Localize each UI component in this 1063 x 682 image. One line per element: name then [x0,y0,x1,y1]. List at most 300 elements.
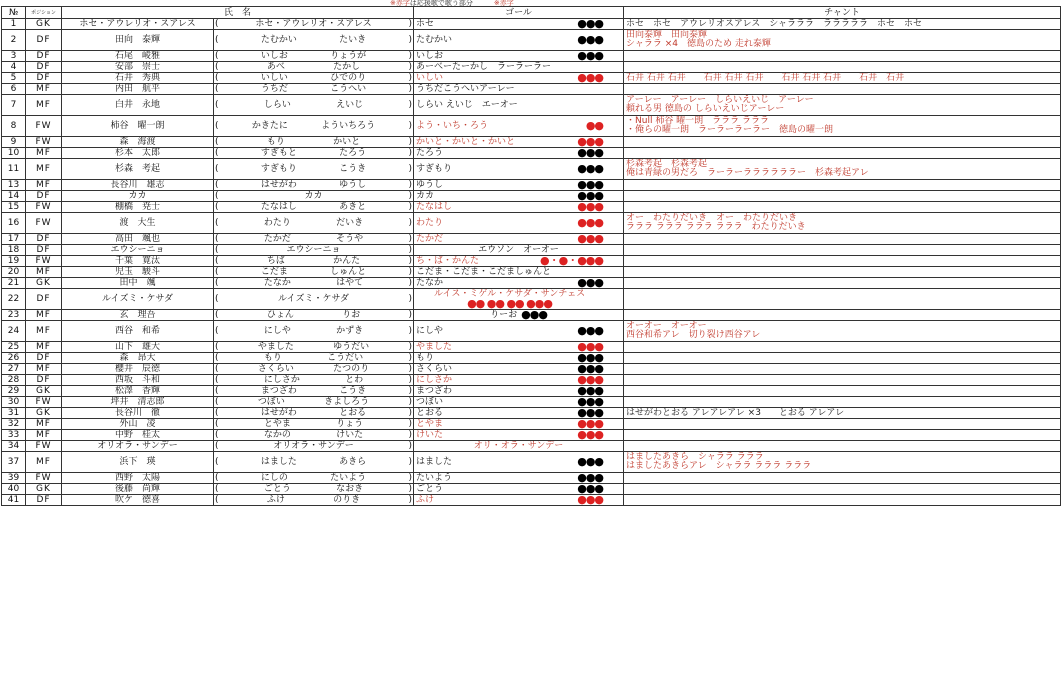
row-position [26,30,62,51]
row-position-text: DF [36,62,51,72]
table-row [2,484,1061,495]
chant-line: ラララ ラララ ラララ ラララ わたりだいき [626,222,806,232]
row-number [2,310,26,321]
goal-wrap [416,484,621,494]
row-name [62,202,214,213]
table-row [2,310,1061,321]
goal-text: にしや [416,326,444,336]
row-number [2,191,26,202]
row-position-text: MF [36,457,51,467]
row-number-text: 16 [7,218,20,228]
table-row [2,397,1061,408]
reading-part: かずき [336,326,364,336]
reading-wrap [215,353,412,363]
row-chant [624,321,1061,342]
row-number-text: 18 [7,245,20,255]
row-number [2,180,26,191]
goal-text: とおる [416,408,444,418]
row-number [2,267,26,278]
row-position-text: DF [36,294,51,304]
row-goal [414,148,624,159]
row-number [2,159,26,180]
row-reading [214,213,414,234]
table-row [2,234,1061,245]
row-goal [414,84,624,95]
row-position [26,375,62,386]
row-goal [414,191,624,202]
paren-open: ( [215,35,219,45]
row-number-text: 28 [7,375,20,385]
paren-open: ( [215,364,219,374]
row-name [62,256,214,267]
paren-close: ) [408,397,412,407]
row-number-text: 29 [7,386,20,396]
row-number [2,137,26,148]
row-number [2,397,26,408]
row-name [62,484,214,495]
row-position-text: DF [36,495,51,505]
reading-part: つぼい [257,397,285,407]
reading-wrap [215,62,412,72]
row-position [26,495,62,506]
reading-wrap [215,430,412,440]
paren-open: ( [215,397,219,407]
row-name [62,342,214,353]
reading-part: かんた [333,256,361,266]
row-number [2,375,26,386]
paren-close: ) [408,364,412,374]
reading-wrap [215,202,412,212]
goal-dots: ●●● [577,190,604,202]
reading-wrap [215,484,412,494]
row-name-text: 柿谷 曜一朗 [110,121,165,131]
row-name [62,180,214,191]
row-number [2,430,26,441]
row-number-text: 9 [10,137,17,147]
table-row [2,353,1061,364]
row-chant [624,180,1061,191]
reading-part: とおる [339,408,367,418]
row-chant [624,430,1061,441]
row-position [26,213,62,234]
reading-part: なおき [336,484,364,494]
row-number-text: 33 [7,430,20,440]
row-name-text: 田向 泰輝 [114,35,160,45]
row-name-text: 西野 太陽 [114,473,160,483]
row-position-text: MF [36,364,51,374]
table-row [2,30,1061,51]
reading-part: ごとう [263,484,291,494]
row-position [26,473,62,484]
row-reading [214,484,414,495]
row-name [62,321,214,342]
row-name [62,364,214,375]
row-number [2,278,26,289]
reading-part: すぎもり [260,164,297,174]
row-number [2,116,26,137]
row-number-text: 31 [7,408,20,418]
reading-wrap [215,457,412,467]
chant-line: ホセ ホセ アウレリオスアレス シャラララ ラララララ ホセ ホセ [626,18,923,29]
goal-text: はました [416,457,453,467]
row-number-text: 32 [7,419,20,429]
row-chant [624,84,1061,95]
paren-close: ) [408,256,412,266]
paren-close: ) [408,191,413,201]
row-goal [414,234,624,245]
reading-wrap [215,408,412,418]
goal-text: まつざわ [416,386,453,396]
goal-text: とやま [416,419,444,429]
row-position-text: GK [36,278,51,288]
row-name [62,289,214,310]
paren-close: ) [408,484,412,494]
row-reading [214,202,414,213]
goal-wrap [416,35,621,45]
paren-close: ) [408,35,412,45]
reading-part: はやて [336,278,364,288]
row-position [26,364,62,375]
table-row [2,441,1061,452]
row-chant [624,267,1061,278]
row-name-text: 玄 理吾 [119,310,156,320]
table-row [2,73,1061,84]
row-position [26,137,62,148]
row-goal [414,310,624,321]
row-name-text: 杉本 太郎 [114,148,160,158]
reading-part: たなはし [260,202,297,212]
paren-open: ( [215,375,219,385]
goal-wrap [416,51,621,61]
row-number-text: 17 [7,234,20,244]
row-number [2,51,26,62]
row-reading [214,148,414,159]
row-chant [624,62,1061,73]
table-row [2,364,1061,375]
row-number-text: 4 [10,62,17,72]
goal-wrap [416,495,621,505]
row-name [62,191,214,202]
goal-text: たいよう [416,473,453,483]
row-number [2,62,26,73]
row-chant [624,408,1061,419]
goal-dots: ●●● [577,179,604,191]
row-chant [624,495,1061,506]
row-number-text: 20 [7,267,20,277]
paren-open: ( [215,326,219,336]
row-number-text: 21 [7,278,20,288]
goal-wrap [416,234,621,244]
row-chant [624,342,1061,353]
reading-wrap [215,364,412,374]
row-chant [624,397,1061,408]
paren-open: ( [215,84,219,94]
reading-part: あきと [339,202,367,212]
row-goal [414,397,624,408]
goal-text: かいと・かいと・かいと [416,137,516,147]
row-reading [214,473,414,484]
row-reading [214,234,414,245]
paren-close: ) [408,386,412,396]
reading-part: たなか [263,278,291,288]
reading-part: たいき [339,35,367,45]
paren-close: ) [408,100,412,110]
paren-close: ) [408,234,412,244]
goal-text: あーべーたーかし ラーラーラー [416,62,552,72]
paren-close: ) [408,408,412,418]
reading-wrap [215,397,412,407]
row-number [2,256,26,267]
goal-dots: ●●● [577,494,604,506]
paren-close: ) [408,148,412,158]
table-row [2,62,1061,73]
goal-dots: ●●● [577,396,604,408]
reading-part: りお [342,310,361,320]
row-number [2,321,26,342]
row-position-text: DF [36,35,51,45]
goal-text: けいた [416,430,444,440]
table-row [2,95,1061,116]
goal-wrap [416,19,621,29]
row-position [26,19,62,30]
reading-part: ひでのり [330,73,367,83]
reading-part: もり [263,353,282,363]
row-goal [414,267,624,278]
row-chant [624,191,1061,202]
goal-wrap [416,397,621,407]
goal-text: いしお [416,51,444,61]
reading-part: カカ [304,191,323,201]
row-position [26,159,62,180]
row-chant [624,213,1061,234]
row-position [26,310,62,321]
row-name [62,441,214,452]
goal-text: しらい えいじ エーオー [416,100,518,110]
reading-part: エウシーニョ [286,245,341,255]
goal-text: すぎもり [416,164,453,174]
chant-line: はせがわとおる アレアレアレ ×3 とおる アレアレ [626,407,845,418]
paren-open: ( [215,294,219,304]
row-name-text: 浜下 瑛 [119,457,156,467]
row-number [2,213,26,234]
row-name-text: カカ [128,191,147,201]
row-chant [624,19,1061,30]
row-name [62,452,214,473]
row-reading [214,62,414,73]
goal-dots: ●●● [577,72,604,84]
reading-part: ゆうだい [333,342,370,352]
paren-open: ( [215,441,219,451]
table-row [2,495,1061,506]
goal-dots: ●●● [577,136,604,148]
reading-wrap [215,326,412,336]
row-number [2,19,26,30]
paren-open: ( [215,408,219,418]
goal-dots: ●●● [577,472,604,484]
goal-wrap [416,148,621,158]
chant-line: オー わたりだいき オー わたりだいき [626,213,798,223]
row-position-text: FW [35,473,52,483]
goal-text: りーお [490,310,518,320]
paren-close: ) [408,375,412,385]
row-name-text: 森 昂大 [119,353,156,363]
row-position-text: MF [36,148,51,158]
goal-text: つぼい [416,397,444,407]
table-row [2,245,1061,256]
row-chant [624,245,1061,256]
paren-open: ( [215,234,219,244]
goal-wrap [416,419,621,429]
reading-part: よういちろう [321,121,376,131]
row-reading [214,245,414,256]
goal-wrap [416,180,621,190]
header-chant: チャント [624,7,1061,19]
row-reading [214,256,414,267]
row-position [26,180,62,191]
row-name [62,116,214,137]
row-goal [414,95,624,116]
row-number-text: 13 [7,180,20,190]
goal-dots: ●・●・●●● [540,255,604,267]
reading-part: なかの [263,430,291,440]
paren-open: ( [215,148,219,158]
goal-text: ふけ [416,495,435,505]
row-name-text: 石尾 崚雅 [114,51,160,61]
row-reading [214,84,414,95]
row-position-text: MF [36,342,51,352]
goal-wrap [416,218,621,228]
row-chant [624,353,1061,364]
row-name-text: 西谷 和希 [114,326,160,336]
paren-open: ( [215,164,219,174]
row-number [2,353,26,364]
chant-line: ・俺らの曜一朗 ラーラーラーラー 徳島の曜一朗 [626,125,834,135]
row-chant [624,364,1061,375]
row-goal [414,386,624,397]
reading-part: とわ [345,375,364,385]
reading-part: かきたに [251,121,288,131]
goal-text: ごとう [416,484,444,494]
row-number-text: 34 [7,441,20,451]
row-name-text: ルイズミ・ケサダ [101,294,173,304]
row-chant [624,234,1061,245]
row-position-text: MF [36,180,51,190]
row-goal [414,495,624,506]
reading-part: まつざわ [260,386,297,396]
row-goal [414,342,624,353]
goal-dots: ●● [585,119,604,132]
goal-text: ルイス・ミゲル・ケサダ・サンチェス [433,289,586,299]
row-position [26,73,62,84]
top-note-red: ※赤字 [390,0,410,6]
table-body [2,19,1061,506]
row-position [26,234,62,245]
goal-dots: ●●● [577,363,604,375]
paren-open: ( [215,419,219,429]
chant-line: はましたあきらアレ シャララ ラララ ラララ [626,461,812,471]
paren-close: ) [408,310,412,320]
table-row [2,19,1061,30]
row-reading [214,137,414,148]
goal-wrap [416,137,621,147]
row-chant [624,484,1061,495]
reading-wrap [215,164,412,174]
paren-close: ) [408,495,412,505]
reading-wrap [215,375,412,385]
row-chant [624,375,1061,386]
row-number [2,386,26,397]
row-name [62,473,214,484]
row-position-text: GK [36,19,51,29]
row-number-text: 27 [7,364,20,374]
row-reading [214,419,414,430]
paren-close: ) [408,342,412,352]
paren-close: ) [408,51,412,61]
paren-open: ( [215,430,219,440]
reading-part: いしい [260,73,288,83]
row-position [26,441,62,452]
row-chant [624,419,1061,430]
paren-close: ) [408,137,412,147]
goal-dots: ●●● [577,341,604,353]
goal-dots: ●●● [577,162,604,175]
goal-wrap [416,342,621,352]
row-chant [624,289,1061,310]
goal-wrap [416,473,621,483]
paren-close: ) [408,353,412,363]
reading-part: あきら [339,457,367,467]
row-name [62,310,214,321]
reading-wrap [215,218,412,228]
row-position [26,408,62,419]
paren-open: ( [215,267,219,277]
reading-wrap [215,234,412,244]
reading-part: こうき [339,164,367,174]
reading-wrap [215,180,412,190]
row-number-text: 37 [7,457,20,467]
row-position-text: DF [36,234,51,244]
row-chant [624,30,1061,51]
reading-part: そうや [336,234,364,244]
paren-open: ( [215,100,219,110]
reading-part: こうだい [327,353,364,363]
row-reading [214,116,414,137]
row-chant [624,51,1061,62]
row-reading [214,364,414,375]
row-name-text: 千葉 寛汰 [114,256,160,266]
player-table [1,6,1061,506]
row-name [62,278,214,289]
row-position [26,353,62,364]
paren-open: ( [215,256,219,266]
row-name-text: 森 海渡 [119,137,156,147]
reading-part: しらい [263,100,291,110]
row-reading [214,159,414,180]
paren-close: ) [408,164,412,174]
reading-part: いしお [260,51,288,61]
row-position [26,289,62,310]
row-position [26,430,62,441]
row-goal [414,245,624,256]
row-name [62,19,214,30]
row-goal [414,452,624,473]
goal-dots: ●●● [577,50,604,62]
row-reading [214,30,414,51]
row-position-text: FW [35,397,52,407]
row-name [62,73,214,84]
row-number [2,245,26,256]
reading-part: やました [257,342,294,352]
